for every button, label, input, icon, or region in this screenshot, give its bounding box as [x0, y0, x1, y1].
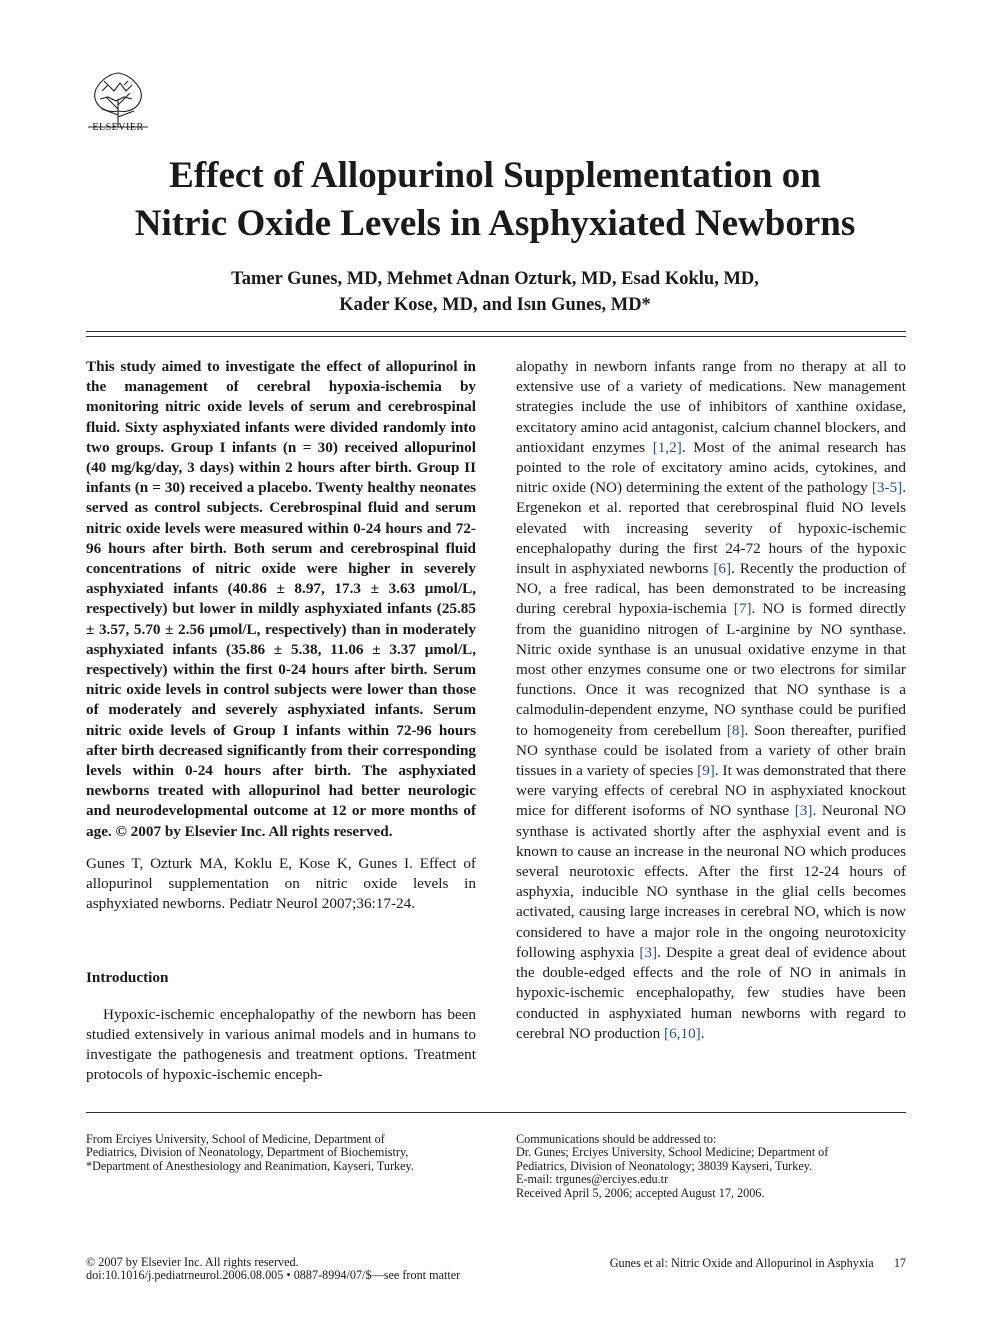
- abstract: [86, 357, 476, 842]
- reference-link[interactable]: [3]: [639, 943, 658, 961]
- section-heading-introduction: Introduction: [86, 969, 169, 987]
- intro-paragraph-right: [516, 357, 906, 1044]
- text-segment: . Neuronal NO synthase is activated shortly after the asphyxial event and is known to cause an increase in the neuronal NO which produces several neurotoxic effects. After the first 12-24 hours of asphyxia, inducible NO synthase in the glial cells becomes activated, causing large increases in cerebral NO, which is now considered to have a major role in the ongoing neurotoxicity following asphyxia: [516, 802, 906, 961]
- header-rule: [86, 331, 906, 337]
- abstract-text: This study aimed to investigate the effect of allopurinol in the management of cerebral hypoxia-ischemia by monitoring nitric oxide levels of serum and cerebrospinal fluid. Sixty asphyxiated infants were divided randomly into two groups. Group I infants (n = 30) received allopurinol (40 mg/kg/day, 3 days) within 2 hours after birth. Group II infants (n = 30) received a placebo. Twenty healthy neonates served as control subjects. Cerebrospinal fluid and serum nitric oxide levels were measured within 0-24 hours and 72-96 hours after birth. Both serum and cerebrospinal fluid concentrations of nitric oxide were higher in severely asphyxiated infants (40.86 ± 8.97, 17.3 ± 3.63 μmol/L, respectively) but lower in mildly asphyxiated infants (25.85 ± 3.57, 5.70 ± 2.56 μmol/L, respectively) than in moderately asphyxiated infants (35.86 ± 5.38, 11.06 ± 3.37 μmol/L, respectively) within the first 0-24 hours after birth. Serum nitric oxide levels in control subjects were lower than those of moderately and severely asphyxiated infants. Serum nitric oxide levels of Group I infants within 72-96 hours after birth decreased significantly from their corresponding levels within 0-24 hours after birth. The asphyxiated newborns treated with allopurinol had better neurologic and neurodevelopmental outcome at 12 or more months of age. © 2007 by Elsevier Inc. All rights reserved.: [86, 358, 476, 840]
- elsevier-wordmark: ELSEVIER: [92, 122, 144, 133]
- right-column: [516, 357, 906, 1044]
- correspondence-email[interactable]: E-mail: trgunes@erciyes.edu.tr: [516, 1172, 669, 1187]
- abstract-citation: Gunes T, Ozturk MA, Koklu E, Kose K, Gunes I. Effect of allopurinol supplementation on nitric oxide levels in asphyxiated newborns. Pediatr Neurol 2007;36:17-24.: [86, 854, 476, 913]
- reference-link[interactable]: [7]: [733, 600, 752, 618]
- correspondence-line: Dr. Gunes; Erciyes University, School Medicine; Department of: [516, 1145, 829, 1160]
- affiliation-line: From Erciyes University, School of Medicine, Department of: [86, 1132, 385, 1146]
- text-segment: . Soon thereafter, purified NO synthase could be isolated from a variety of other brain tissues in a variety of species: [516, 721, 906, 780]
- reference-link[interactable]: [3]: [794, 802, 813, 820]
- reference-link[interactable]: [1,2]: [652, 438, 682, 456]
- author-line: Kader Kose, MD, and Isın Gunes, MD*: [339, 295, 651, 315]
- reference-link[interactable]: [6]: [713, 560, 732, 578]
- text-segment: . Most of the animal research has pointed to the role of excitatory amino acids, cytokines, and nitric oxide (NO) determining the extent of the pathology: [516, 438, 907, 497]
- footer-left: [86, 1256, 460, 1283]
- author-line: Tamer Gunes, MD, Mehmet Adnan Ozturk, MD, Esad Koklu, MD,: [231, 269, 759, 289]
- page-number: 17: [893, 1256, 906, 1270]
- text-segment: . Ergenekon et al. reported that cerebrospinal fluid NO levels elevated with increasing severity of hypoxic-ischemic encephalopathy during the first 24-72 hours of the hypoxic insult in asphyxiated newborns: [516, 479, 906, 578]
- intro-paragraph-left: Hypoxic-ischemic encephalopathy of the newborn has been studied extensively in various animal models and in humans to investigate the pathogenesis and treatment options. Treatment protocols of hypoxic-ischemic enceph-: [86, 1005, 476, 1084]
- footer-doi[interactable]: doi:10.1016/j.pediatrneurol.2006.08.005 • 0887-8994/07/$—see front matter: [86, 1268, 461, 1283]
- affiliations: [86, 1133, 486, 1173]
- title-line: Effect of Allopurinol Supplementation on: [169, 155, 821, 196]
- left-column: [86, 357, 476, 1086]
- article-title: [60, 152, 930, 248]
- text-segment: . NO is formed directly from the guanidino nitrogen of L-arginine by NO synthase. Nitric oxide synthase is an unusual oxidative enzyme in that most other enzymes consume one or two electrons for similar functions. Once it was recognized that NO synthase is a calmodulin-dependent enzyme, NO synthase could be purified to homogeneity from cerebellum: [516, 600, 906, 739]
- text-segment: alopathy in newborn infants range from no therapy at all to extensive use of a variety of medications. New management strategies include the use of inhibitors of xanthine oxidase, excitatory amino acid antagonist, calcium channel blockers, and antioxidant enzymes: [516, 358, 906, 456]
- author-list: [60, 266, 930, 318]
- correspondence-line: Communications should be addressed to:: [516, 1132, 717, 1146]
- affiliation-line: *Department of Anesthesiology and Reanimation, Kayseri, Turkey.: [86, 1158, 414, 1173]
- title-line: Nitric Oxide Levels in Asphyxiated Newborns: [134, 203, 856, 244]
- text-segment: . It was demonstrated that there were varying effects of cerebral NO in asphyxiated knockout mice for different isoforms of NO synthase: [516, 762, 907, 820]
- footer-copyright: © 2007 by Elsevier Inc. All rights reserved.: [86, 1255, 299, 1269]
- reference-link[interactable]: [3-5]: [871, 479, 903, 497]
- correspondence-line: Pediatrics, Division of Neonatology; 38039 Kayseri, Turkey.: [516, 1158, 813, 1173]
- received-dates: Received April 5, 2006; accepted August 17, 2006.: [516, 1185, 765, 1200]
- footer-right: [500, 1256, 906, 1271]
- reference-link[interactable]: [9]: [697, 762, 715, 780]
- text-segment: .: [700, 1024, 705, 1042]
- text-segment: . Despite a great deal of evidence about the double-edged effects and the role of NO in animals in hypoxic-ischemic encephalopathy, few studies have been conducted in asphyxiated human newborns with regard to cerebral NO production: [516, 943, 907, 1042]
- running-head: Gunes et al: Nitric Oxide and Allopurinol in Asphyxia: [609, 1256, 874, 1270]
- affiliation-line: Pediatrics, Division of Neonatology, Department of Biochemistry,: [86, 1145, 409, 1160]
- reference-link[interactable]: [6,10]: [664, 1024, 701, 1042]
- text-segment: . Recently the production of NO, a free radical, has been demonstrated to be increasing during cerebral hypoxia-ischemia: [516, 560, 906, 618]
- footnote-rule: [86, 1112, 906, 1113]
- reference-link[interactable]: [8]: [726, 721, 745, 739]
- correspondence: [516, 1133, 906, 1200]
